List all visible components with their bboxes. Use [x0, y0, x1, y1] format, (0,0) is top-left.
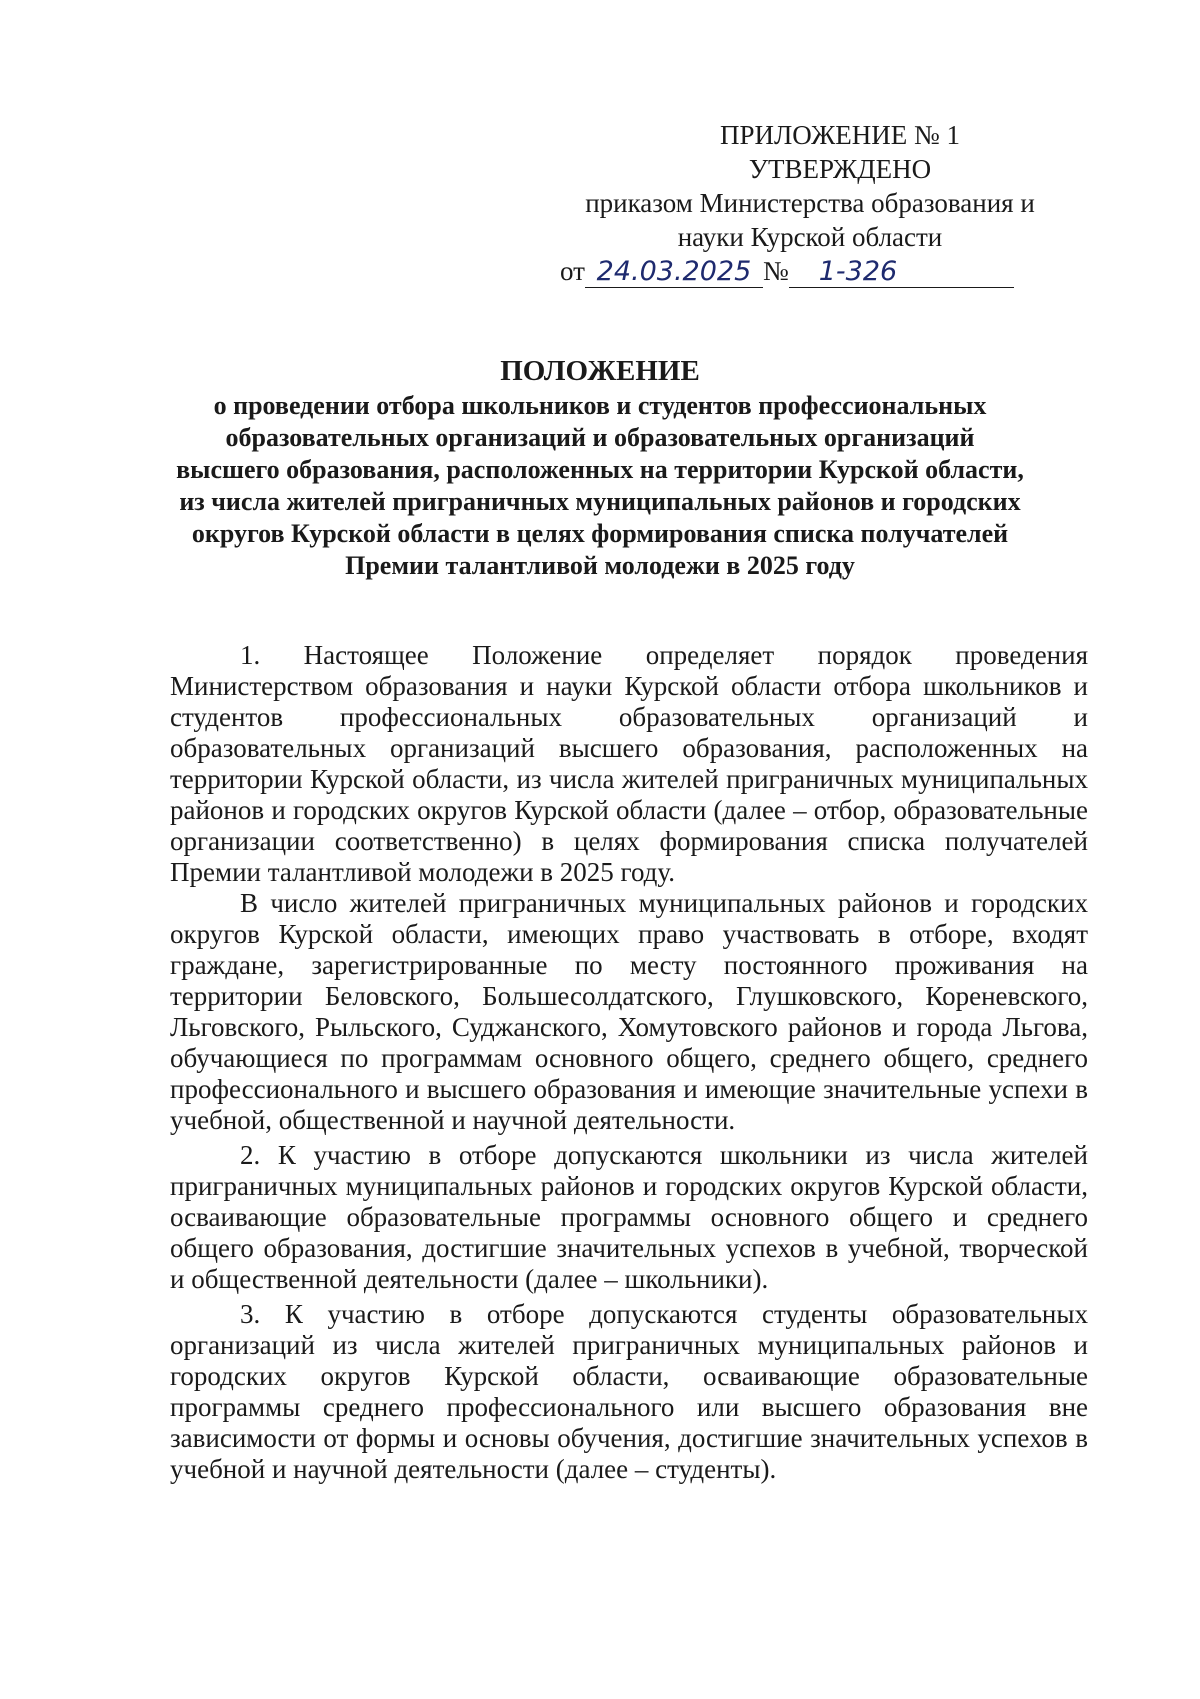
- approval-block: [560, 118, 1060, 288]
- order-date-number-line: [560, 254, 1060, 288]
- appendix-label: ПРИЛОЖЕНИЕ № 1: [719, 120, 961, 150]
- document-title: ПОЛОЖЕНИЕ: [500, 355, 700, 387]
- paragraph-1: 1. Настоящее Положение определяет порядок проведения Министерством образования и науки Курской области отбора школьников и студентов профессиональных образовательных организаций и образовательных организаций высшего образования, расположенных на территории Курской области, из числа жителей приграничных муниципальных районов и городских округов Курской области (далее – отбор, образовательные организации соответственно) в целях формирования списка получателей Премии талантливой молодежи в 2025 году.: [170, 640, 1088, 887]
- document-subtitle: о проведении отбора школьников и студентов профессиональных образовательных организаций и образовательных организаций высшего образования, расположенных на территории Курской области, из числа жителей приграничных муниципальных районов и городских округов Курской области в целях формирования списка получателей Премии талантливой молодежи в 2025 году: [176, 391, 1024, 580]
- paragraph-4: 3. К участию в отборе допускаются студенты образовательных организаций из числа жителей приграничных муниципальных районов и городских округов Курской области, осваивающие образовательные программы среднего профессионального или высшего образования вне зависимости от формы и основы обучения, достигшие значительных успехов в учебной и научной деятельности (далее – студенты).: [170, 1299, 1088, 1484]
- document-title-block: [150, 352, 1050, 582]
- handwritten-number: 1-326: [789, 257, 1014, 288]
- order-text-line1: приказом Министерства образования и: [585, 188, 1035, 218]
- approved-label: УТВЕРЖДЕНО: [748, 154, 932, 184]
- number-prefix: №: [762, 256, 789, 286]
- document-body: [170, 640, 1088, 1485]
- paragraph-3: 2. К участию в отборе допускаются школьники из числа жителей приграничных муниципальных районов и городских округов Курской области, осваивающие образовательные программы основного общего и среднего общего образования, достигшие значительных успехов в учебной, творческой и общественной деятельности (далее – школьники).: [170, 1140, 1088, 1294]
- handwritten-date: 24.03.2025: [585, 257, 763, 288]
- date-prefix: от: [560, 256, 585, 286]
- order-text-line2: науки Курской области: [677, 222, 943, 252]
- paragraph-2: В число жителей приграничных муниципальных районов и городских округов Курской области, имеющих право участвовать в отборе, входят граждане, зарегистрированные по месту постоянного проживания на территории Беловского, Большесолдатского, Глушковского, Кореневского, Льговского, Рыльского, Суджанского, Хомутовского районов и города Льгова, обучающиеся по программам основного общего, среднего общего, среднего профессионального и высшего образования и имеющие значительные успехи в учебной, общественной и научной деятельности.: [170, 888, 1088, 1135]
